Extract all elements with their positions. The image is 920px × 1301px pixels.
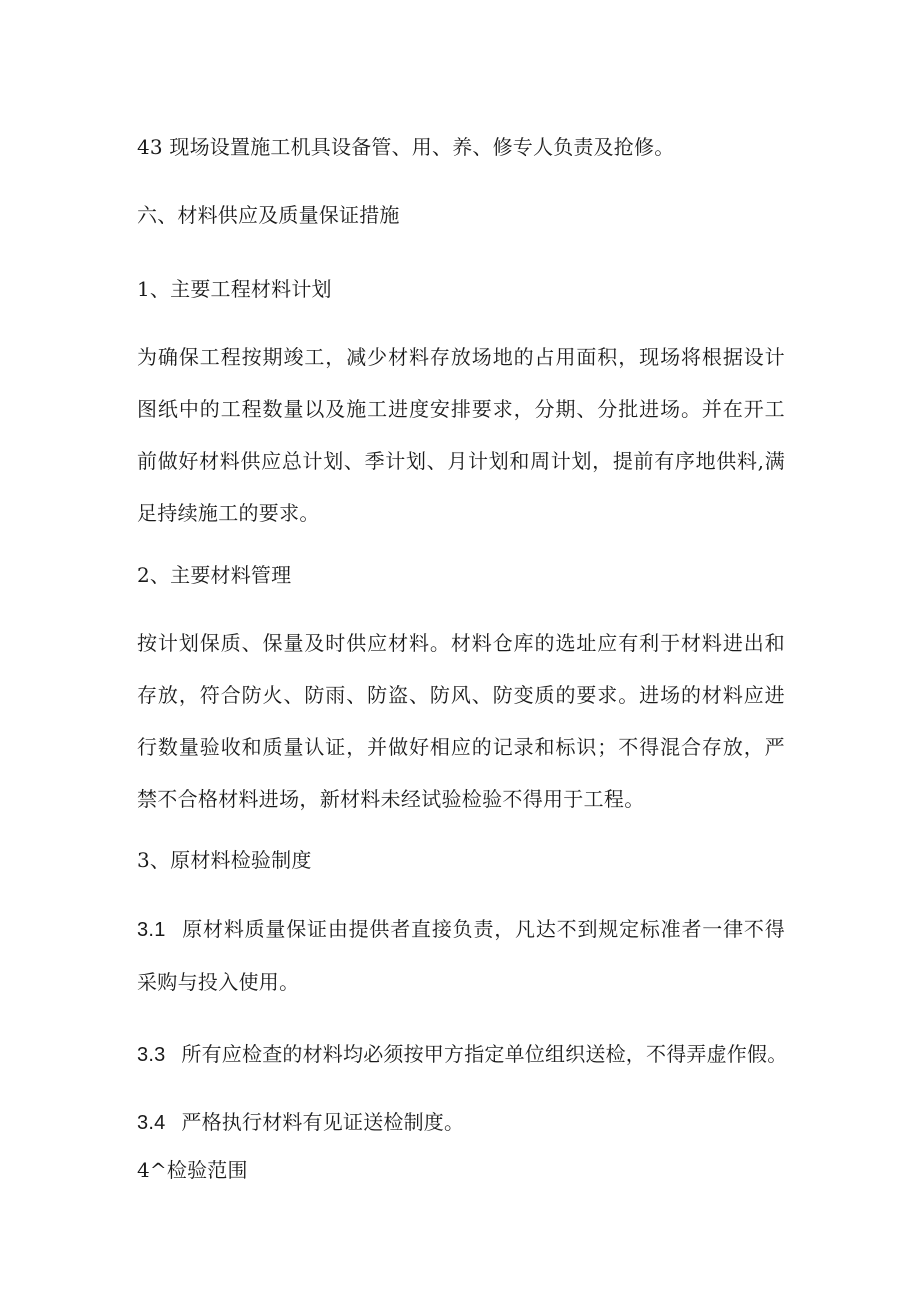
subsection-1-body: 为确保工程按期竣工，减少材料存放场地的占用面积，现场将根据设计图纸中的工程数量以及施工进度安排要求，分期、分批进场。并在开工前做好材料供应总计划、季计划、月计划和周计划，提前有序地供料,满足持续施工的要求。 — [137, 345, 785, 525]
subsection-2-title: 2、主要材料管理 — [137, 563, 292, 587]
item-3-1-number: 3.1 — [137, 919, 166, 941]
item-3-4-text: 严格执行材料有见证送检制度。 — [181, 1110, 465, 1134]
section-6-title: 六、材料供应及质量保证措施 — [137, 203, 400, 227]
item-3-3-text: 所有应检查的材料均必须按甲方指定单位组织送检，不得弄虚作假。 — [181, 1042, 788, 1066]
subsection-1-title: 1、主要工程材料计划 — [137, 277, 332, 301]
item-4-3: 43 现场设置施工机具设备管、用、养、修专人负责及抢修。 — [137, 135, 675, 159]
subsection-2-body: 按计划保质、保量及时供应材料。材料仓库的选址应有利于材料进出和存放，符合防火、防雨、防盗、防风、防变质的要求。进场的材料应进行数量验收和质量认证，并做好相应的记录和标识；不得混合存放，严禁不合格材料进场，新材料未经试验检验不得用于工程。 — [137, 631, 785, 811]
item-3-3-number: 3.3 — [137, 1044, 166, 1066]
item-3-3 — [137, 1041, 787, 1068]
item-3-1-text: 原材料质量保证由提供者直接负责，凡达不到规定标准者一律不得采购与投入使用。 — [137, 917, 785, 994]
item-3-1 — [137, 903, 785, 1008]
item-3-4 — [137, 1109, 464, 1136]
subsection-3-title: 3、原材料检验制度 — [137, 848, 312, 872]
item-3-4-number: 3.4 — [137, 1112, 166, 1134]
subsection-4-title: 4^检验范围 — [137, 1158, 248, 1182]
